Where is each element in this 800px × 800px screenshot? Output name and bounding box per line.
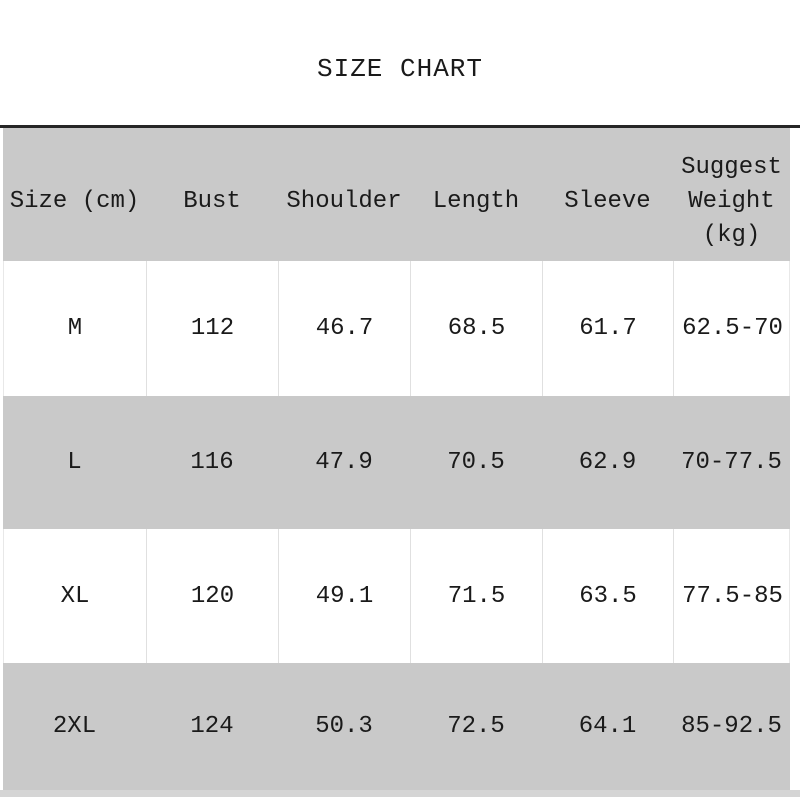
table-row-xl xyxy=(3,529,790,663)
cell-bust: 120 xyxy=(147,529,279,663)
cell-bust: 112 xyxy=(147,261,279,396)
cell-bust: 124 xyxy=(190,713,234,740)
column-header-weight: Suggest Weight (kg) xyxy=(681,153,782,249)
cell-size: M xyxy=(4,261,147,396)
column-header-size: Size (cm) xyxy=(9,187,140,215)
cell-length: 70.5 xyxy=(447,449,505,476)
cell-bust: 116 xyxy=(190,449,234,476)
cell-shoulder: 47.9 xyxy=(315,449,373,476)
table-row-l xyxy=(3,396,790,529)
cell-sleeve: 61.7 xyxy=(543,261,674,396)
cell-shoulder: 50.3 xyxy=(315,713,373,740)
cell-weight: 62.5-70 xyxy=(682,315,783,342)
cell-sleeve: 63.5 xyxy=(543,529,674,663)
cell-size: XL xyxy=(4,529,147,663)
cell-length: 68.5 xyxy=(411,261,543,396)
cell-weight: 77.5-85 xyxy=(682,582,783,610)
bottom-edge-strip xyxy=(0,790,800,797)
cell-size: 2XL xyxy=(52,713,97,740)
size-table xyxy=(3,128,790,790)
cell-sleeve: 64.1 xyxy=(578,713,637,740)
cell-length: 72.5 xyxy=(447,713,505,740)
cell-size: L xyxy=(67,449,82,476)
title-block xyxy=(0,0,800,128)
table-row-m xyxy=(3,261,790,396)
cell-shoulder: 46.7 xyxy=(279,261,411,396)
column-header-length: Length xyxy=(432,187,520,215)
cell-shoulder: 49.1 xyxy=(279,529,411,663)
cell-length: 71.5 xyxy=(411,529,543,663)
page-title: SIZE CHART xyxy=(316,53,484,84)
table-header-row xyxy=(3,128,790,261)
cell-sleeve: 62.9 xyxy=(578,449,637,476)
column-header-shoulder: Shoulder xyxy=(286,187,402,215)
table-row-2xl xyxy=(3,663,790,790)
cell-weight: 85-92.5 xyxy=(681,713,782,740)
cell-weight: 70-77.5 xyxy=(681,449,782,476)
column-header-sleeve: Sleeve xyxy=(564,187,651,215)
column-header-bust: Bust xyxy=(183,187,241,215)
